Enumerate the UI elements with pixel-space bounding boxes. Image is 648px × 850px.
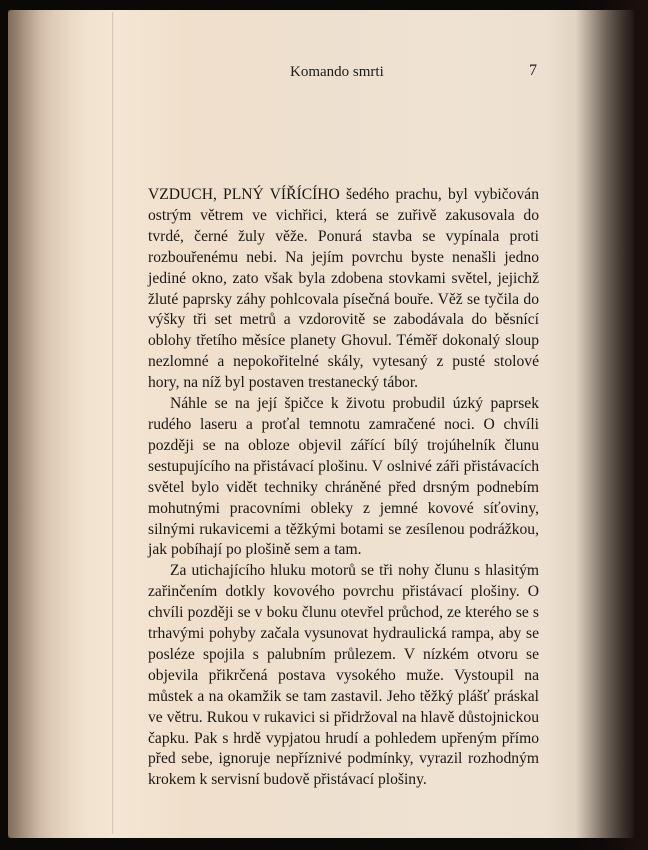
page-number: 7: [529, 62, 537, 79]
paragraph-1: VZDUCH, PLNÝ VÍŘÍCÍHO šedého prachu, byl vybičován ostrým větrem ve vichřici, která se zuřivě zakusovala do tvrdé, černé žuly věže. Ponurá stavba se vypínala proti rozbouřenému nebi. Na jejím povrchu byste nenašli jedno jediné okno, zato však byla zdobena stovkami světel, jejichž žluté paprsky záhy pohlcovala písečná bouře. Věž se tyčila do výšky tři set metrů a vzdorovitě se zabodávala do běsnící oblohy třetího měsíce planety Ghovul. Téměř dokonalý sloup nezlomné a nepokořitelné skály, vytesaný z pusté stolové hory, na níž byl postaven trestanecký tábor.: [148, 186, 539, 392]
header-title: Komando smrti: [290, 64, 384, 80]
paragraph-2: Náhle se na její špičce k životu probudil úzký paprsek rudého laseru a proťal temnotu zamračené noci. O chvíli později se na obloze objevil zářící bílý trojúhelník člunu sestupujícího na přistávací plošinu. V oslnivé záři přistávacích světel bylo vidět techniky chráněné před drsným podnebím mohutnými pracovními obleky z jemné kovové síťoviny, silnými rukavicemi a těžkými botami se zesílenou podrážkou, jak pobíhají po plošině sem a tam.: [148, 395, 539, 559]
page-stack-edge: [112, 12, 114, 834]
body-text: [148, 185, 539, 791]
running-header: [150, 60, 555, 84]
paragraph-3: Za utichajícího hluku motorů se tři nohy člunu s hlasitým zařinčením dotkly kovového povrchu přistávací plošiny. O chvíli později se v boku člunu otevřel průchod, ze kterého se s trhavými pohyby začala vysunovat hydraulická rampa, aby se posléze spojila s palubním průlezem. V nízkém otvoru se objevila přikrčená postava vysokého muže. Vystoupil na můstek a na okamžik se tam zastavil. Jeho těžký plášť práskal ve větru. Rukou v rukavici si přidržoval na hlavě důstojnickou čapku. Pak s hrdě vypjatou hrudí a pohledem upřeným přímo před sebe, ignoruje nepříznivé podmínky, vyrazil rozhodným krokem k servisní budově přistávací plošiny.: [148, 562, 539, 789]
